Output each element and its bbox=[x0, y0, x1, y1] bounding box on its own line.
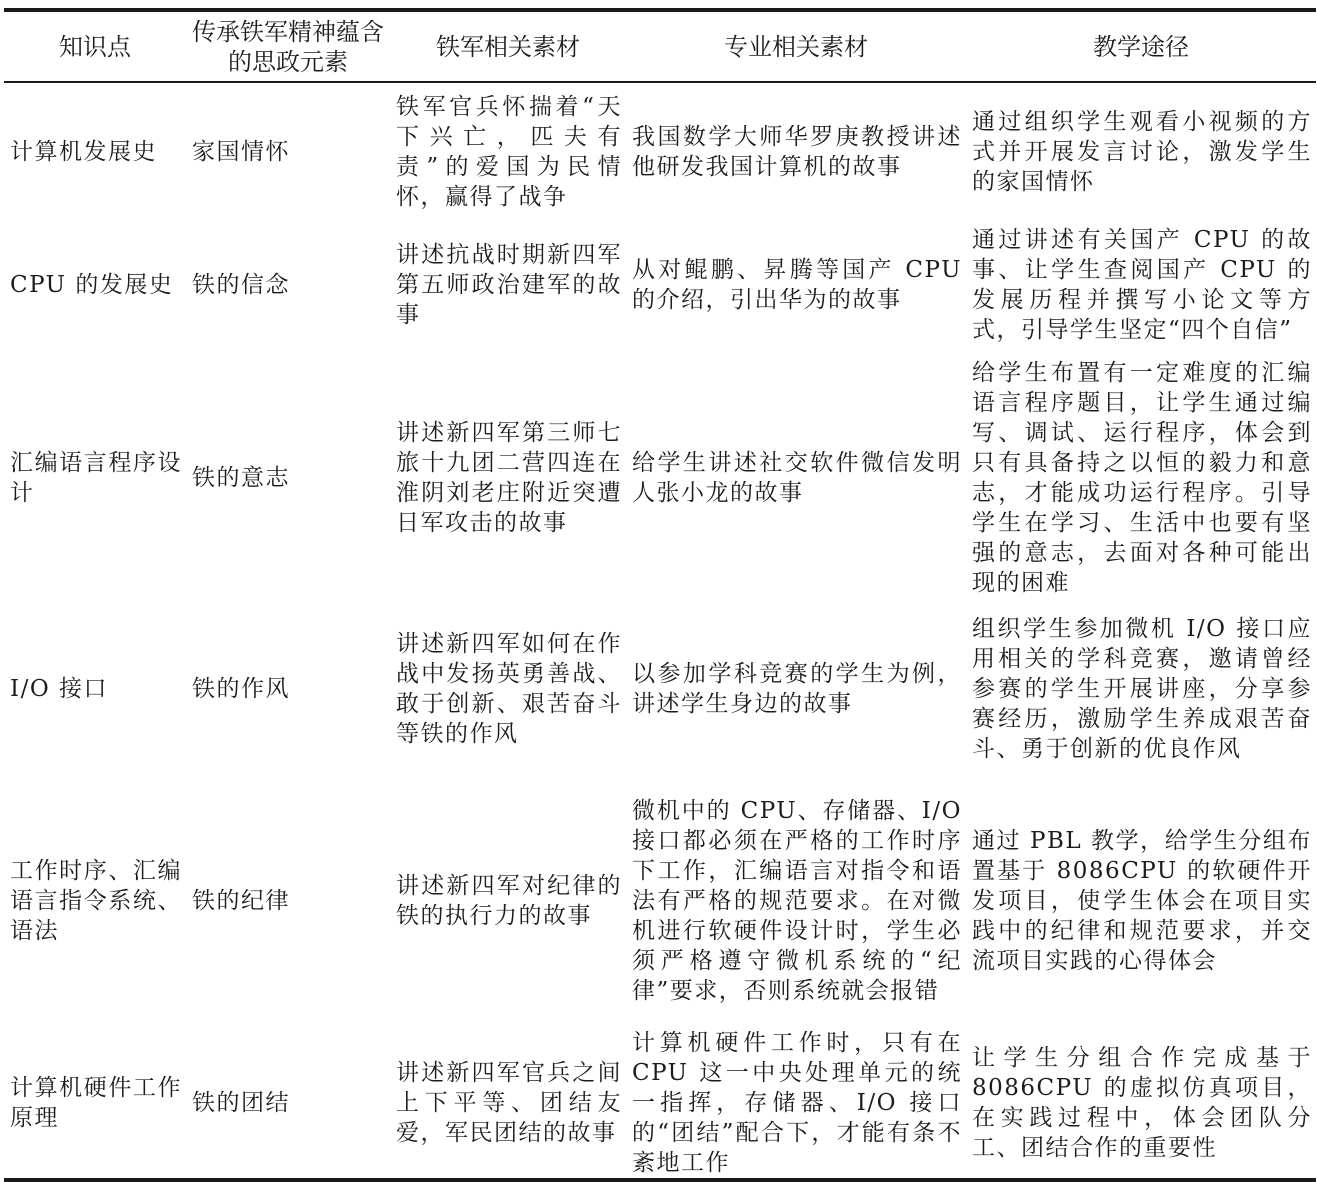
cell-teaching-approach: 组织学生参加微机 I/O 接口应用相关的学科竞赛，邀请曾经参赛的学生开展讲座，分享参赛经历，激励学生养成艰苦奋斗、勇于创新的优良作风 bbox=[972, 616, 1312, 762]
cell-ideological-element: 铁的团结 bbox=[192, 1090, 290, 1116]
cell-professional-material: 给学生讲述社交软件微信发明人张小龙的故事 bbox=[632, 449, 962, 506]
cell-professional-material: 以参加学科竞赛的学生为例，讲述学生身边的故事 bbox=[632, 661, 962, 717]
cell-teaching-approach: 给学生布置有一定难度的汇编语言程序题目，让学生通过编写、调试、运行程序，体会到只有具备持之以恒的毅力和意志，才能成功运行程序。引导学生在学习、生活中也要有坚强的意志，去面对各种可能出现的困难 bbox=[972, 359, 1312, 596]
cell-iron-army-material: 讲述新四军对纪律的铁的执行力的故事 bbox=[396, 872, 622, 929]
table-row bbox=[4, 350, 1316, 605]
cell-professional-material: 微机中的 CPU、存储器、I/O 接口都必须在严格的工作时序下工作，汇编语言对指令和语法有严格的规范要求。在对微机进行软硬件设计时，学生必须严格遵守微机系统的“纪律”要求，否则系统就会报错 bbox=[632, 797, 962, 1004]
cell-knowledge-point: 计算机发展史 bbox=[10, 138, 157, 165]
cell-ideological-element: 铁的意志 bbox=[192, 464, 290, 491]
table-header-row bbox=[4, 10, 1316, 82]
cell-iron-army-material: 讲述新四军官兵之间上下平等、团结友爱，军民团结的故事 bbox=[396, 1060, 622, 1146]
table-row bbox=[4, 773, 1316, 1028]
cell-iron-army-material: 讲述抗战时期新四军第五师政治建军的故事 bbox=[396, 242, 622, 328]
cell-iron-army-material: 讲述新四军如何在作战中发扬英勇善战、敢于创新、艰苦奋斗等铁的作风 bbox=[396, 631, 622, 747]
cell-iron-army-material: 讲述新四军第三师七旅十九团二营四连在淮阴刘老庄附近突遭日军攻击的故事 bbox=[396, 419, 622, 536]
cell-ideological-element: 家国情怀 bbox=[192, 138, 290, 165]
cell-teaching-approach: 让学生分组合作完成基于 8086CPU 的虚拟仿真项目，在实践过程中，体会团队分工、团结合作的重要性 bbox=[972, 1045, 1312, 1161]
header-iron-army-material: 铁军相关素材 bbox=[390, 10, 626, 82]
cell-professional-material: 计算机硬件工作时，只有在 CPU 这一中央处理单元的统一指挥，存储器、I/O 接口的“团结”配合下，才能有条不紊地工作 bbox=[632, 1030, 962, 1176]
cell-ideological-element: 铁的作风 bbox=[192, 676, 290, 702]
table-row bbox=[4, 82, 1316, 220]
cell-knowledge-point: 计算机硬件工作原理 bbox=[10, 1075, 182, 1131]
cell-teaching-approach: 通过讲述有关国产 CPU 的故事、让学生查阅国产 CPU 的发展历程并撰写小论文等方式，引导学生坚定“四个自信” bbox=[972, 227, 1312, 343]
cell-professional-material: 我国数学大师华罗庚教授讲述他研发我国计算机的故事 bbox=[632, 123, 962, 180]
cell-knowledge-point: 工作时序、汇编语言指令系统、语法 bbox=[10, 857, 182, 944]
cell-teaching-approach: 通过组织学生观看小视频的方式并开展发言讨论，激发学生的家国情怀 bbox=[972, 108, 1312, 195]
cell-teaching-approach: 通过 PBL 教学，给学生分组布置基于 8086CPU 的软硬件开发项目，使学生体会在项目实践中的纪律和规范要求，并交流项目实践的心得体会 bbox=[972, 827, 1312, 974]
cell-professional-material: 从对鲲鹏、昇腾等国产 CPU 的介绍，引出华为的故事 bbox=[632, 257, 962, 313]
cell-knowledge-point: CPU 的发展史 bbox=[10, 272, 174, 298]
cell-knowledge-point: 汇编语言程序设计 bbox=[10, 449, 182, 506]
header-ideological-element: 传承铁军精神蕴含的思政元素 bbox=[186, 10, 390, 82]
cell-knowledge-point: I/O 接口 bbox=[10, 676, 109, 702]
header-professional-material: 专业相关素材 bbox=[626, 10, 966, 82]
cell-ideological-element: 铁的信念 bbox=[192, 272, 290, 298]
table-row bbox=[4, 1028, 1316, 1180]
cell-iron-army-material: 铁军官兵怀揣着“天下兴亡，匹夫有责”的爱国为民情怀，赢得了战争 bbox=[396, 93, 622, 210]
course-ideology-table bbox=[4, 8, 1316, 1182]
cell-ideological-element: 铁的纪律 bbox=[192, 887, 290, 914]
header-teaching-approach: 教学途径 bbox=[966, 10, 1316, 82]
table-row bbox=[4, 220, 1316, 350]
header-knowledge-point: 知识点 bbox=[4, 10, 186, 82]
table-row bbox=[4, 605, 1316, 773]
